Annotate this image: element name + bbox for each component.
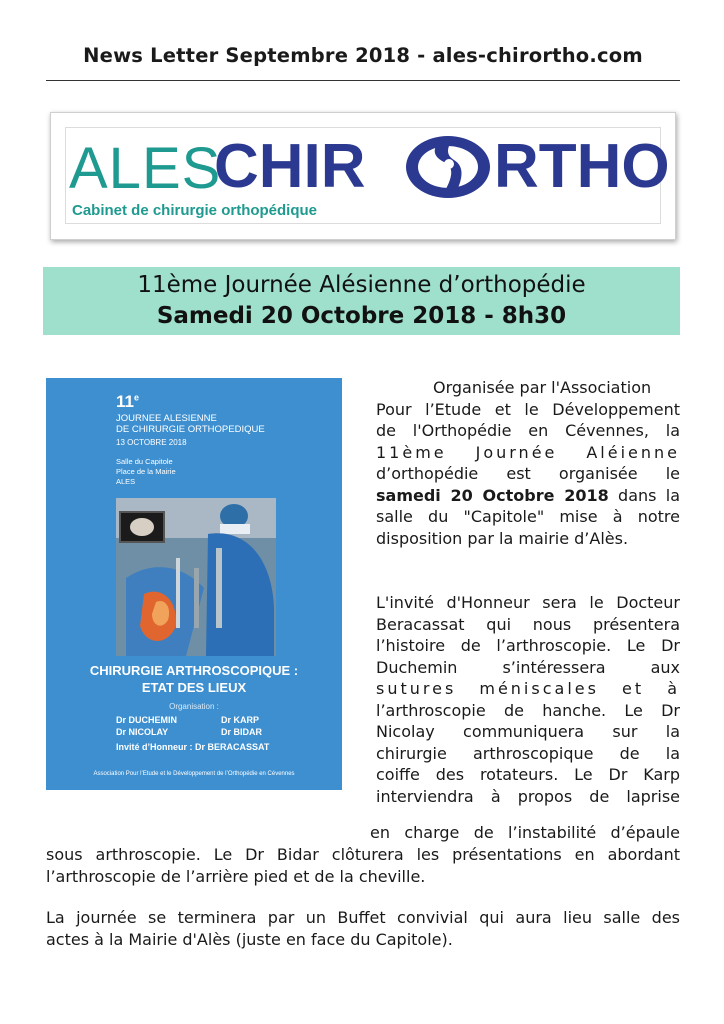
- text-line: l’arthroscopie de hanche. Le Dr: [376, 700, 680, 720]
- logo-box: [50, 112, 676, 240]
- newsletter-header-title: News Letter Septembre 2018 - ales-chirortho.com: [83, 44, 643, 67]
- text-fragment: prise: [640, 786, 680, 806]
- logo-knee-icon: [402, 134, 494, 200]
- event-date-bold: samedi 20 Octobre 2018: [376, 485, 609, 505]
- logo-rtho: RTHO: [494, 132, 670, 201]
- text-line: l’arthroscopie de l’arrière pied et de la cheville.: [46, 867, 426, 886]
- text-line: L'invité d'Honneur sera le Docteur: [376, 593, 680, 612]
- logo-ales: ALES: [69, 136, 222, 201]
- closing-paragraph: [46, 907, 680, 950]
- poster-venue-line2: Place de la Mairie: [116, 467, 176, 476]
- text-line: salle du "Capitole" mise à notre: [376, 507, 680, 526]
- event-date: Samedi 20 Octobre 2018 - 8h30: [156, 303, 567, 329]
- intro-paragraph: [376, 377, 680, 549]
- program-paragraph: [376, 592, 680, 807]
- poster-title-line1: JOURNEE ALESIENNE: [116, 413, 217, 424]
- text-line: actes à la Mairie d'Alès (juste en face du Capitole).: [46, 929, 453, 949]
- text-line: en charge de l’instabilité d’épaule: [370, 823, 680, 842]
- text-line: Beracassat qui nous présentera: [376, 614, 680, 634]
- poster-guest-of-honour: Invité d’Honneur : Dr BERACASSAT: [116, 742, 270, 752]
- poster-surgery-photo: [116, 498, 276, 656]
- text-line: chirurgie arthroscopique de la: [376, 743, 680, 763]
- text-line: Nicolay communiquera sur la: [376, 722, 680, 741]
- poster-association: Association Pour l’Etude et le Développement de l’Orthopédie en Cévennes: [93, 771, 295, 777]
- poster-edition: 11e: [116, 392, 139, 411]
- text-line: [376, 786, 680, 808]
- text-line: coiffe des rotateurs. Le Dr Karp: [376, 765, 680, 784]
- poster-doctor-bidar: Dr BIDAR: [221, 727, 263, 737]
- event-banner: [43, 267, 680, 335]
- poster-theme-line2: ETAT DES LIEUX: [141, 680, 247, 695]
- text-line: Pour l’Etude et le Développement: [376, 399, 680, 419]
- poster-doctor-nicolay: Dr NICOLAY: [116, 727, 169, 737]
- text-line: La journée se terminera par un Buffet convivial qui aura lieu salle des: [46, 908, 680, 927]
- text-line: sutures méniscales et à: [376, 679, 680, 698]
- program-paragraph-continued: [46, 866, 680, 888]
- text-line: Duchemin s’intéressera aux: [376, 657, 680, 677]
- logo-frame: [65, 127, 670, 224]
- event-poster: [46, 378, 342, 790]
- text-line: [376, 485, 680, 507]
- poster-title-line2: DE CHIRURGIE ORTHOPEDIQUE: [116, 424, 265, 435]
- text-line: Organisée par l'Association: [433, 378, 652, 397]
- poster-venue-line3: ALES: [116, 477, 136, 486]
- poster-doctor-karp: Dr KARP: [221, 715, 260, 725]
- header-divider: [46, 80, 680, 81]
- program-paragraph-continued: [46, 844, 680, 866]
- poster-organisation-label: Organisation :: [169, 702, 219, 711]
- text-line: d’orthopédie est organisée le: [376, 464, 680, 483]
- text-fragment: interviendra à propos de la: [376, 786, 641, 806]
- poster-theme-line1: CHIRURGIE ARTHROSCOPIQUE :: [89, 663, 299, 678]
- text-line: 11ème Journée Aléienne: [376, 442, 680, 462]
- program-paragraph-continued: [370, 822, 680, 844]
- text-line: disposition par la mairie d’Alès.: [376, 528, 629, 548]
- text-line: sous arthroscopie. Le Dr Bidar clôturera les présentations en abordant: [46, 845, 680, 864]
- text-line: l’histoire de l’arthroscopie. Le Dr: [376, 636, 680, 655]
- text-line: de l'Orthopédie en Cévennes, la: [376, 421, 680, 440]
- poster-date: 13 OCTOBRE 2018: [116, 438, 187, 447]
- event-title: 11ème Journée Alésienne d’orthopédie: [137, 272, 586, 298]
- logo-chir: CHIR: [214, 132, 366, 201]
- text-fragment: dans la: [608, 485, 680, 505]
- logo-subtitle: Cabinet de chirurgie orthopédique: [72, 202, 318, 219]
- poster-doctor-duchemin: Dr DUCHEMIN: [116, 715, 178, 725]
- poster-venue-line1: Salle du Capitole: [116, 457, 173, 466]
